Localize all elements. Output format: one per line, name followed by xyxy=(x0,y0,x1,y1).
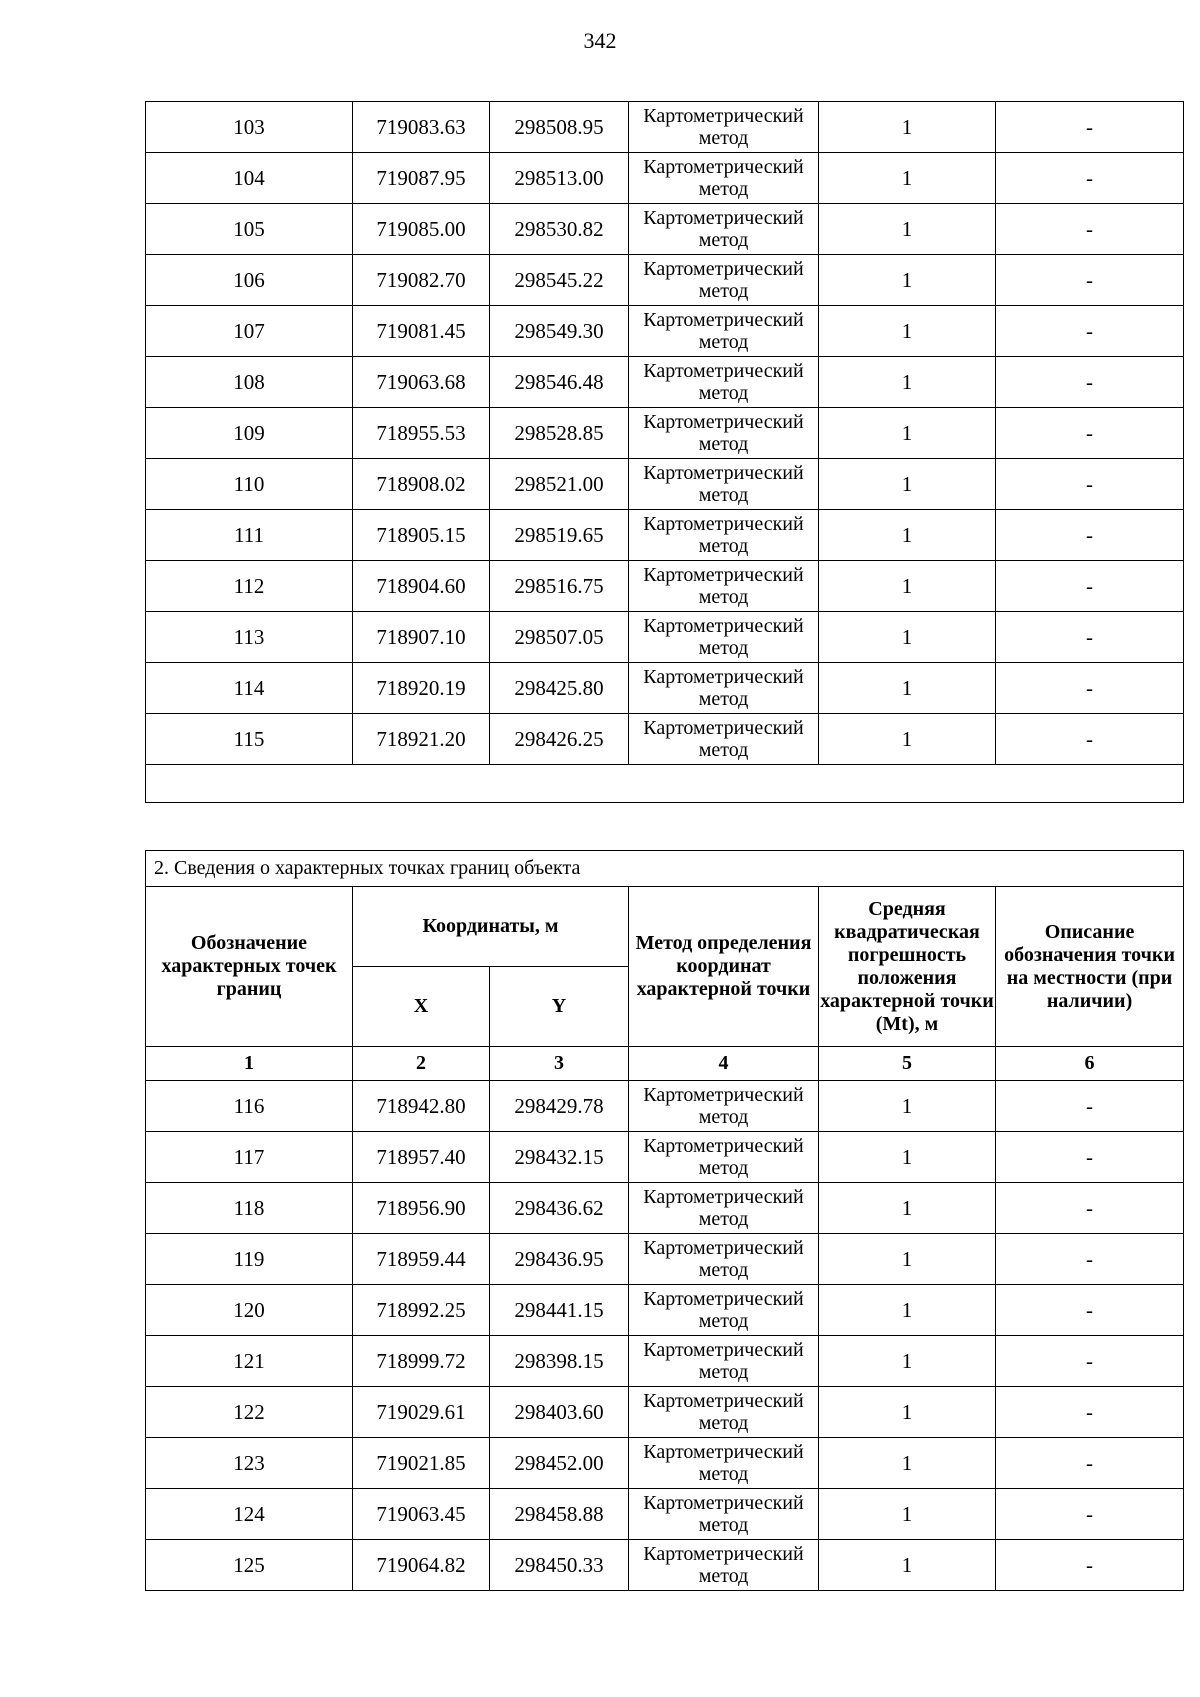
description-cell: - xyxy=(996,357,1184,408)
y-cell: 298426.25 xyxy=(490,714,629,765)
y-cell: 298521.00 xyxy=(490,459,629,510)
x-cell: 719081.45 xyxy=(353,306,490,357)
method-line: метод xyxy=(698,178,749,200)
point-cell: 122 xyxy=(146,1387,353,1438)
method-line: метод xyxy=(698,1106,749,1128)
method-cell xyxy=(629,408,819,459)
table-body xyxy=(146,1081,1184,1591)
mt-cell: 1 xyxy=(819,663,996,714)
mt-cell: 1 xyxy=(819,1540,996,1591)
x-cell: 719082.70 xyxy=(353,255,490,306)
point-cell: 118 xyxy=(146,1183,353,1234)
point-cell: 115 xyxy=(146,714,353,765)
x-cell: 719029.61 xyxy=(353,1387,490,1438)
y-cell: 298545.22 xyxy=(490,255,629,306)
method-line: Картометрический xyxy=(643,513,804,535)
col-number: 2 xyxy=(353,1047,490,1081)
method-cell xyxy=(629,1336,819,1387)
method-line: Картометрический xyxy=(643,1543,804,1565)
method-line: Картометрический xyxy=(643,1339,804,1361)
table-row xyxy=(146,1081,1184,1132)
method-cell xyxy=(629,1387,819,1438)
method-line: Картометрический xyxy=(643,1441,804,1463)
y-cell: 298513.00 xyxy=(490,153,629,204)
point-cell: 108 xyxy=(146,357,353,408)
table-row xyxy=(146,1540,1184,1591)
method-line: Картометрический xyxy=(643,360,804,382)
y-cell: 298546.48 xyxy=(490,357,629,408)
method-cell xyxy=(629,1540,819,1591)
description-cell: - xyxy=(996,255,1184,306)
description-cell: - xyxy=(996,1387,1184,1438)
method-line: метод xyxy=(698,382,749,404)
point-cell: 125 xyxy=(146,1540,353,1591)
description-cell: - xyxy=(996,561,1184,612)
boundary-points-table xyxy=(145,850,1184,1591)
table-row xyxy=(146,612,1184,663)
method-cell xyxy=(629,255,819,306)
method-cell xyxy=(629,153,819,204)
table-row xyxy=(146,663,1184,714)
x-cell: 718992.25 xyxy=(353,1285,490,1336)
boundary-points-table-continued xyxy=(145,101,1184,803)
col-number: 1 xyxy=(146,1047,353,1081)
description-cell: - xyxy=(996,1336,1184,1387)
method-line: метод xyxy=(698,1412,749,1434)
method-cell xyxy=(629,612,819,663)
x-cell: 719063.45 xyxy=(353,1489,490,1540)
description-cell: - xyxy=(996,510,1184,561)
point-cell: 107 xyxy=(146,306,353,357)
mt-cell: 1 xyxy=(819,714,996,765)
method-line: Картометрический xyxy=(643,156,804,178)
x-cell: 718907.10 xyxy=(353,612,490,663)
table-row xyxy=(146,1387,1184,1438)
description-cell: - xyxy=(996,153,1184,204)
point-cell: 123 xyxy=(146,1438,353,1489)
mt-cell: 1 xyxy=(819,1285,996,1336)
x-cell: 719085.00 xyxy=(353,204,490,255)
method-cell xyxy=(629,1081,819,1132)
method-line: метод xyxy=(698,1310,749,1332)
header-mt: Средняя квадратическая погрешность положения характерной точки (Mt), м xyxy=(819,887,996,1047)
y-cell: 298549.30 xyxy=(490,306,629,357)
section-title: 2. Сведения о характерных точках границ объекта xyxy=(146,851,1184,887)
x-cell: 718942.80 xyxy=(353,1081,490,1132)
point-cell: 113 xyxy=(146,612,353,663)
table-row xyxy=(146,1183,1184,1234)
table-row xyxy=(146,1438,1184,1489)
x-cell: 718999.72 xyxy=(353,1336,490,1387)
method-cell xyxy=(629,1132,819,1183)
method-cell xyxy=(629,1438,819,1489)
y-cell: 298403.60 xyxy=(490,1387,629,1438)
point-cell: 104 xyxy=(146,153,353,204)
point-cell: 124 xyxy=(146,1489,353,1540)
method-cell xyxy=(629,306,819,357)
method-cell xyxy=(629,714,819,765)
method-line: Картометрический xyxy=(643,564,804,586)
mt-cell: 1 xyxy=(819,357,996,408)
method-line: Картометрический xyxy=(643,105,804,127)
method-line: метод xyxy=(698,637,749,659)
description-cell: - xyxy=(996,663,1184,714)
description-cell: - xyxy=(996,1081,1184,1132)
x-cell: 719083.63 xyxy=(353,102,490,153)
method-line: метод xyxy=(698,280,749,302)
table-row xyxy=(146,408,1184,459)
description-cell: - xyxy=(996,204,1184,255)
empty-cell xyxy=(146,765,1184,803)
mt-cell: 1 xyxy=(819,204,996,255)
point-cell: 121 xyxy=(146,1336,353,1387)
x-cell: 718956.90 xyxy=(353,1183,490,1234)
table-row xyxy=(146,357,1184,408)
description-cell: - xyxy=(996,1438,1184,1489)
header-method: Метод определения координат характерной точки xyxy=(629,887,819,1047)
x-cell: 718959.44 xyxy=(353,1234,490,1285)
y-cell: 298429.78 xyxy=(490,1081,629,1132)
method-line: метод xyxy=(698,1361,749,1383)
y-cell: 298450.33 xyxy=(490,1540,629,1591)
mt-cell: 1 xyxy=(819,612,996,663)
method-line: Картометрический xyxy=(643,1390,804,1412)
method-line: Картометрический xyxy=(643,1084,804,1106)
y-cell: 298528.85 xyxy=(490,408,629,459)
table-row xyxy=(146,204,1184,255)
x-cell: 718955.53 xyxy=(353,408,490,459)
y-cell: 298508.95 xyxy=(490,102,629,153)
table-row xyxy=(146,153,1184,204)
header-y: Y xyxy=(490,967,629,1047)
x-cell: 718904.60 xyxy=(353,561,490,612)
method-line: метод xyxy=(698,1463,749,1485)
point-cell: 111 xyxy=(146,510,353,561)
method-line: метод xyxy=(698,433,749,455)
method-line: Картометрический xyxy=(643,1492,804,1514)
description-cell: - xyxy=(996,408,1184,459)
mt-cell: 1 xyxy=(819,255,996,306)
mt-cell: 1 xyxy=(819,1132,996,1183)
method-line: метод xyxy=(698,127,749,149)
empty-row xyxy=(146,765,1184,803)
method-line: метод xyxy=(698,1565,749,1587)
description-cell: - xyxy=(996,102,1184,153)
page-number: 342 xyxy=(583,28,617,53)
method-cell xyxy=(629,663,819,714)
y-cell: 298458.88 xyxy=(490,1489,629,1540)
table-row xyxy=(146,714,1184,765)
method-cell xyxy=(629,1183,819,1234)
description-cell: - xyxy=(996,459,1184,510)
point-cell: 105 xyxy=(146,204,353,255)
method-line: Картометрический xyxy=(643,207,804,229)
table-row xyxy=(146,1234,1184,1285)
y-cell: 298432.15 xyxy=(490,1132,629,1183)
mt-cell: 1 xyxy=(819,459,996,510)
method-line: метод xyxy=(698,331,749,353)
method-line: метод xyxy=(698,739,749,761)
x-cell: 718921.20 xyxy=(353,714,490,765)
table-row xyxy=(146,1489,1184,1540)
table-row xyxy=(146,306,1184,357)
table-row xyxy=(146,1336,1184,1387)
y-cell: 298519.65 xyxy=(490,510,629,561)
point-cell: 120 xyxy=(146,1285,353,1336)
mt-cell: 1 xyxy=(819,1438,996,1489)
mt-cell: 1 xyxy=(819,1183,996,1234)
mt-cell: 1 xyxy=(819,561,996,612)
method-line: метод xyxy=(698,1208,749,1230)
x-cell: 719087.95 xyxy=(353,153,490,204)
method-line: Картометрический xyxy=(643,1135,804,1157)
mt-cell: 1 xyxy=(819,306,996,357)
method-cell xyxy=(629,1489,819,1540)
method-cell xyxy=(629,561,819,612)
description-cell: - xyxy=(996,306,1184,357)
y-cell: 298441.15 xyxy=(490,1285,629,1336)
method-line: Картометрический xyxy=(643,1237,804,1259)
method-line: метод xyxy=(698,535,749,557)
method-line: Картометрический xyxy=(643,1186,804,1208)
method-cell xyxy=(629,1234,819,1285)
method-cell xyxy=(629,102,819,153)
y-cell: 298452.00 xyxy=(490,1438,629,1489)
mt-cell: 1 xyxy=(819,1234,996,1285)
method-line: Картометрический xyxy=(643,309,804,331)
method-line: метод xyxy=(698,586,749,608)
table-row xyxy=(146,510,1184,561)
description-cell: - xyxy=(996,1183,1184,1234)
x-cell: 718905.15 xyxy=(353,510,490,561)
point-cell: 112 xyxy=(146,561,353,612)
x-cell: 718908.02 xyxy=(353,459,490,510)
point-cell: 103 xyxy=(146,102,353,153)
y-cell: 298425.80 xyxy=(490,663,629,714)
y-cell: 298530.82 xyxy=(490,204,629,255)
y-cell: 298507.05 xyxy=(490,612,629,663)
mt-cell: 1 xyxy=(819,510,996,561)
header-point: Обозначение характерных точек границ xyxy=(146,887,353,1047)
table-row xyxy=(146,459,1184,510)
mt-cell: 1 xyxy=(819,1336,996,1387)
header-desc: Описание обозначения точки на местности (при наличии) xyxy=(996,887,1184,1047)
method-line: Картометрический xyxy=(643,717,804,739)
method-cell xyxy=(629,204,819,255)
method-cell xyxy=(629,357,819,408)
method-line: метод xyxy=(698,1514,749,1536)
point-cell: 114 xyxy=(146,663,353,714)
point-cell: 119 xyxy=(146,1234,353,1285)
x-cell: 719063.68 xyxy=(353,357,490,408)
col-number: 5 xyxy=(819,1047,996,1081)
description-cell: - xyxy=(996,714,1184,765)
description-cell: - xyxy=(996,1234,1184,1285)
y-cell: 298436.62 xyxy=(490,1183,629,1234)
method-line: метод xyxy=(698,688,749,710)
method-cell xyxy=(629,1285,819,1336)
method-cell xyxy=(629,510,819,561)
mt-cell: 1 xyxy=(819,1081,996,1132)
method-line: Картометрический xyxy=(643,666,804,688)
description-cell: - xyxy=(996,1540,1184,1591)
table-body xyxy=(146,102,1184,765)
col-number: 4 xyxy=(629,1047,819,1081)
col-number: 3 xyxy=(490,1047,629,1081)
description-cell: - xyxy=(996,1285,1184,1336)
mt-cell: 1 xyxy=(819,1489,996,1540)
point-cell: 117 xyxy=(146,1132,353,1183)
y-cell: 298516.75 xyxy=(490,561,629,612)
point-cell: 106 xyxy=(146,255,353,306)
table-row xyxy=(146,255,1184,306)
method-line: метод xyxy=(698,484,749,506)
table-row xyxy=(146,1285,1184,1336)
point-cell: 110 xyxy=(146,459,353,510)
method-line: метод xyxy=(698,229,749,251)
mt-cell: 1 xyxy=(819,408,996,459)
x-cell: 718920.19 xyxy=(353,663,490,714)
method-line: Картометрический xyxy=(643,615,804,637)
description-cell: - xyxy=(996,612,1184,663)
point-cell: 116 xyxy=(146,1081,353,1132)
x-cell: 719021.85 xyxy=(353,1438,490,1489)
description-cell: - xyxy=(996,1132,1184,1183)
method-line: Картометрический xyxy=(643,462,804,484)
method-line: Картометрический xyxy=(643,411,804,433)
description-cell: - xyxy=(996,1489,1184,1540)
method-line: метод xyxy=(698,1259,749,1281)
y-cell: 298436.95 xyxy=(490,1234,629,1285)
method-line: Картометрический xyxy=(643,258,804,280)
mt-cell: 1 xyxy=(819,102,996,153)
col-number: 6 xyxy=(996,1047,1184,1081)
header-x: X xyxy=(353,967,490,1047)
mt-cell: 1 xyxy=(819,1387,996,1438)
table-row xyxy=(146,561,1184,612)
method-cell xyxy=(629,459,819,510)
table-row xyxy=(146,1132,1184,1183)
y-cell: 298398.15 xyxy=(490,1336,629,1387)
table-row xyxy=(146,102,1184,153)
x-cell: 718957.40 xyxy=(353,1132,490,1183)
point-cell: 109 xyxy=(146,408,353,459)
header-coords: Координаты, м xyxy=(353,887,629,967)
method-line: Картометрический xyxy=(643,1288,804,1310)
x-cell: 719064.82 xyxy=(353,1540,490,1591)
method-line: метод xyxy=(698,1157,749,1179)
mt-cell: 1 xyxy=(819,153,996,204)
